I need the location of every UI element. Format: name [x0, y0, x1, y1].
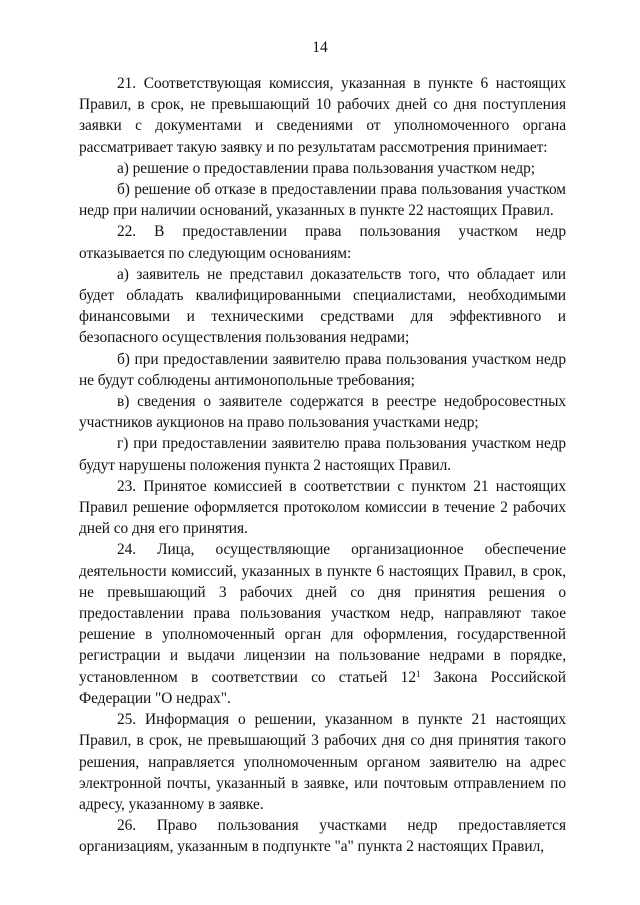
- paragraph-22: 22. В предоставлении права пользования участком недр отказывается по следующим основаниям:: [79, 223, 566, 262]
- paragraph-21-b: б) решение об отказе в предоставлении права пользования участком недр при наличии оснований, указанных в пункте 22 настоящих Правил.: [79, 181, 566, 220]
- paragraph-22-a: а) заявитель не представил доказательств того, что обладает или будет обладать квалифицированными специалистами, необходимыми финансовыми и техническими средствами для эффективного и безопасного осуществления пользования недрами;: [79, 265, 566, 347]
- paragraph-25: 25. Информация о решении, указанном в пункте 21 настоящих Правил, в срок, не превышающий 3 рабочих дня со дня принятия такого решения, направляется уполномоченным органом заявителю на адрес электронной почты, указанный в заявке, или почтовым отправлением по адресу, указанному в заявке.: [79, 711, 566, 813]
- document-body: [79, 73, 566, 858]
- paragraph-21-a: а) решение о предоставлении права пользования участком недр;: [117, 159, 535, 177]
- paragraph-22-v: в) сведения о заявителе содержатся в реестре недобросовестных участников аукционов на право пользования участками недр;: [79, 393, 566, 432]
- paragraph-26: 26. Право пользования участками недр предоставляется организациям, указанным в подпункте "а" пункта 2 настоящих Правил,: [79, 817, 566, 856]
- paragraph-22-g: г) при предоставлении заявителю права пользования участком недр будут нарушены положения пункта 2 настоящих Правил.: [79, 435, 566, 474]
- paragraph-24-tail: Закона Российской Федерации "О недрах".: [79, 668, 566, 707]
- paragraph-22-b: б) при предоставлении заявителю права пользования участком недр не будут соблюдены антимонопольные требования;: [79, 350, 566, 389]
- paragraph-24-text: 24. Лица, осуществляющие организационное обеспечение деятельности комиссий, указанных в пункте 6 настоящих Правил, в срок, не превышающий 3 рабочих дней со дня принятия решения о предоставлении права пользования участком недр, направляют такое решение в уполномоченный орган для оформления, государственной регистрации и выдачи лицензии на пользование недрами в порядке, установленном в соответствии со статьей 12: [79, 541, 566, 686]
- paragraph-23: 23. Принятое комиссией в соответствии с пунктом 21 настоящих Правил решение оформляется протоколом комиссии в течение 2 рабочих дней со дня его принятия.: [79, 477, 566, 538]
- paragraph-21: 21. Соответствующая комиссия, указанная в пункте 6 настоящих Правил, в срок, не превышающий 10 рабочих дней со дня поступления заявки с документами и сведениями от уполномоченного органа рассматривает такую заявку и по результатам рассмотрения принимает:: [79, 75, 566, 156]
- page-number: 14: [312, 39, 328, 56]
- article-superscript: 1: [415, 668, 421, 679]
- paragraph-24: [79, 539, 566, 709]
